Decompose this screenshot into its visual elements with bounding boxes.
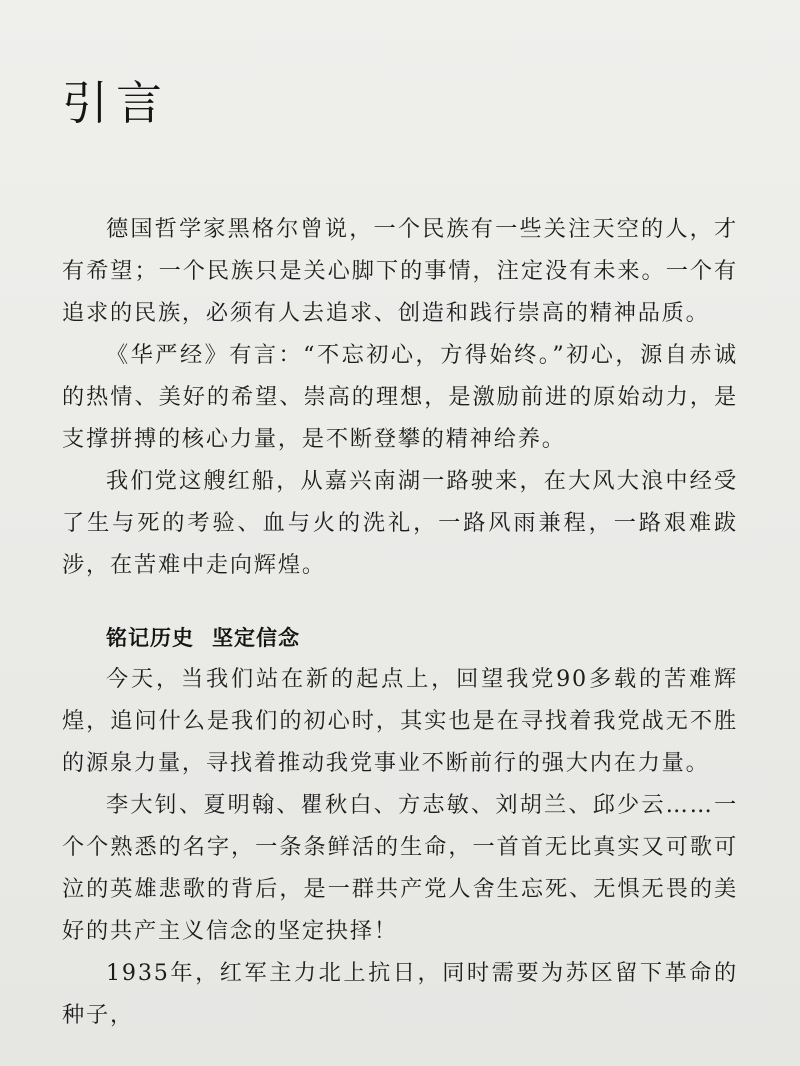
section-paragraph-1: 今天，当我们站在新的起点上，回望我党90多载的苦难辉煌，追问什么是我们的初心时，其实也是在寻找着我党战无不胜的源泉力量，寻找着推动我党事业不断前行的强大内在力量。 <box>62 666 738 776</box>
intro-paragraph-3: 我们党这艘红船，从嘉兴南湖一路驶来，在大风大浪中经受了生与死的考验、血与火的洗礼，一路风雨兼程，一路艰难跋涉，在苦难中走向辉煌。 <box>62 468 738 578</box>
section-paragraph-2: 李大钊、夏明翰、瞿秋白、方志敏、刘胡兰、邱少云……一个个熟悉的名字，一条条鲜活的生命，一首首无比真实又可歌可泣的英雄悲歌的背后，是一群共产党人舍生忘死、无惧无畏的美好的共产主义信念的坚定抉择！ <box>62 792 738 944</box>
section-paragraph-3: 1935年，红军主力北上抗日，同时需要为苏区留下革命的种子， <box>62 960 738 1028</box>
section-heading <box>106 620 300 656</box>
intro-paragraph-1: 德国哲学家黑格尔曾说，一个民族有一些关注天空的人，才有希望；一个民族只是关心脚下的事情，注定没有未来。一个有追求的民族，必须有人去追求、创造和践行崇高的精神品质。 <box>62 216 738 326</box>
section-heading-part-1: 铭记历史 <box>106 626 194 650</box>
intro-paragraph-2: 《华严经》有言：“不忘初心，方得始终。”初心，源自赤诚的热情、美好的希望、崇高的理想，是激励前进的原始动力，是支撑拼搏的核心力量，是不断登攀的精神给养。 <box>62 342 738 452</box>
page-title: 引言 <box>62 75 170 130</box>
section-heading-part-2: 坚定信念 <box>212 626 300 650</box>
